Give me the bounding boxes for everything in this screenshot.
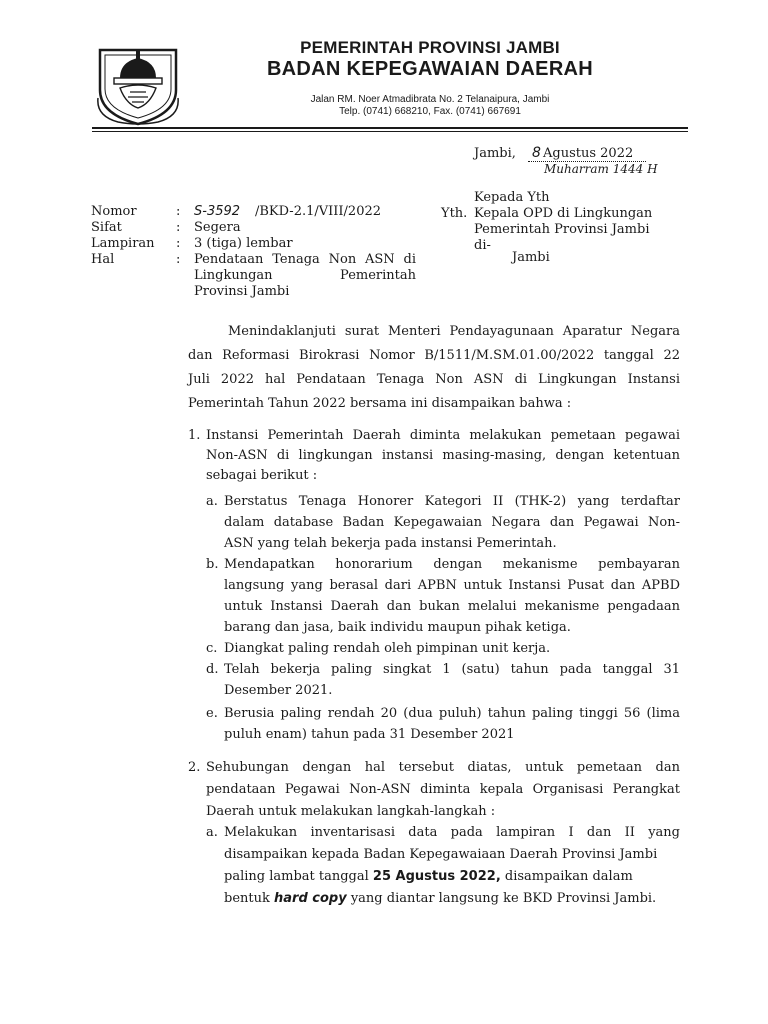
date-city: Jambi, [474,146,516,161]
item2a-line-4-pre: bentuk [224,891,274,906]
item1d-line-1: Telah bekerja paling singkat 1 (satu) tahun pada tanggal 31 [224,662,680,677]
recipient-kepada: Kepada Yth [474,190,550,205]
recipient-line1: Kepala OPD di Lingkungan [474,206,653,221]
item2a-deadline: 25 Agustus 2022, [372,869,501,884]
agency-contact: Telp. (0741) 668210, Fax. (0741) 667691 [339,106,521,117]
item1-number: 1. [188,428,201,443]
item1a-mark: a. [206,494,218,509]
intro-line-2: dan Reformasi Birokrasi Nomor B/1511/M.SM.01.00/2022 tanggal 22 [188,348,680,363]
item2a-line-3-post: disampaikan dalam [500,869,633,884]
government-name: PEMERINTAH PROVINSI JAMBI [300,38,560,57]
jambi-emblem-icon [90,42,186,128]
item2-line-3: Daerah untuk melakukan langkah-langkah : [206,804,496,819]
item2a-line-4-post: yang diantar langsung ke BKD Provinsi Jambi. [346,891,657,906]
item2a-line-3-pre: paling lambat tanggal [224,869,373,884]
recipient-city: Jambi [512,250,550,265]
item1a-line-2: dalam database Badan Kepegawaian Negara dan Pegawai Non- [224,515,680,530]
item2-line-1: Sehubungan dengan hal tersebut diatas, untuk pemetaan dan [206,760,680,775]
item1b-line-4: barang dan jasa, baik individu maupun pihak ketiga. [224,620,571,635]
nomor-value-handwritten [194,204,240,220]
item2-line-2: pendataan Pegawai Non-ASN diminta kepala Organisasi Perangkat [206,782,680,797]
header-rule-thick [92,127,688,129]
item1c-line-1: Diangkat paling rendah oleh pimpinan unit kerja. [224,641,551,656]
item1b-line-1: Mendapatkan honorarium dengan mekanisme pembayaran [224,557,680,572]
date-hijri: Muharram 1444 H [544,162,658,176]
recipient-line2: Pemerintah Provinsi Jambi [474,222,650,237]
item2-number: 2. [188,760,201,775]
item2a-line-1: Melakukan inventarisasi data pada lampiran I dan II yang [224,825,680,840]
item2a-line-2: disampaikan kepada Badan Kepegawaiaan Daerah Provinsi Jambi [224,847,658,862]
nomor-label: Nomor [91,204,137,219]
lampiran-value: 3 (tiga) lembar [194,236,293,251]
item1d-mark: d. [206,662,219,677]
item2a-line-4 [224,891,656,907]
item1b-line-2: langsung yang berasal dari APBN untuk Instansi Pusat dan APBD [224,578,680,593]
item1-line-1: Instansi Pemerintah Daerah diminta melakukan pemetaan pegawai [206,428,680,443]
hal-label: Hal [91,252,115,267]
item1e-line-1: Berusia paling rendah 20 (dua puluh) tahun paling tinggi 56 (lima [224,706,680,721]
item1b-mark: b. [206,557,219,572]
nomor-colon: : [176,204,181,219]
item2a-hard-copy: hard copy [274,891,347,906]
agency-address: Jalan RM. Noer Atmadibrata No. 2 Telanaipura, Jambi [310,94,550,105]
date-day-handwritten: 8 [532,145,541,161]
sifat-value: Segera [194,220,241,235]
sifat-label: Sifat [91,220,122,235]
hal-value-line2: Lingkungan Pemerintah [194,268,416,283]
nomor-value: /BKD-2.1/VIII/2022 [255,204,382,219]
recipient-di: di- [474,238,491,253]
lampiran-colon: : [176,236,181,251]
item1-line-2: Non-ASN di lingkungan instansi masing-masing, dengan ketentuan [206,448,680,463]
agency-name: BADAN KEPEGAWAIAN DAERAH [266,58,594,80]
hal-colon: : [176,252,181,267]
hal-value-line1: Pendataan Tenaga Non ASN di [194,252,416,267]
item1a-line-1: Berstatus Tenaga Honorer Kategori II (THK-2) yang terdaftar [224,494,680,509]
item2a-line-3 [224,869,633,885]
header-rule-thin [92,131,688,132]
item1d-line-2: Desember 2021. [224,683,333,698]
item1c-mark: c. [206,641,218,656]
item1e-mark: e. [206,706,218,721]
intro-line-3: Juli 2022 hal Pendataan Tenaga Non ASN di Lingkungan Instansi [188,372,680,387]
lampiran-label: Lampiran [91,236,155,251]
date-month-year: Agustus 2022 [543,146,634,161]
sifat-colon: : [176,220,181,235]
item1e-line-2: puluh enam) tahun pada 31 Desember 2021 [224,727,515,742]
intro-line-1: Menindaklanjuti surat Menteri Pendayagunaan Aparatur Negara [228,324,680,339]
hal-value-line3: Provinsi Jambi [194,284,290,299]
recipient-yth: Yth. [441,206,468,221]
item1-line-3: sebagai berikut : [206,468,318,483]
item1a-line-3: ASN yang telah bekerja pada instansi Pemerintah. [224,536,557,551]
item2a-mark: a. [206,825,218,840]
nomor-hand: S-3592 [194,204,241,219]
intro-line-4: Pemerintah Tahun 2022 bersama ini disampaikan bahwa : [188,396,572,411]
item1b-line-3: untuk Instansi Daerah dan bukan melalui mekanisme pengadaan [224,599,680,614]
